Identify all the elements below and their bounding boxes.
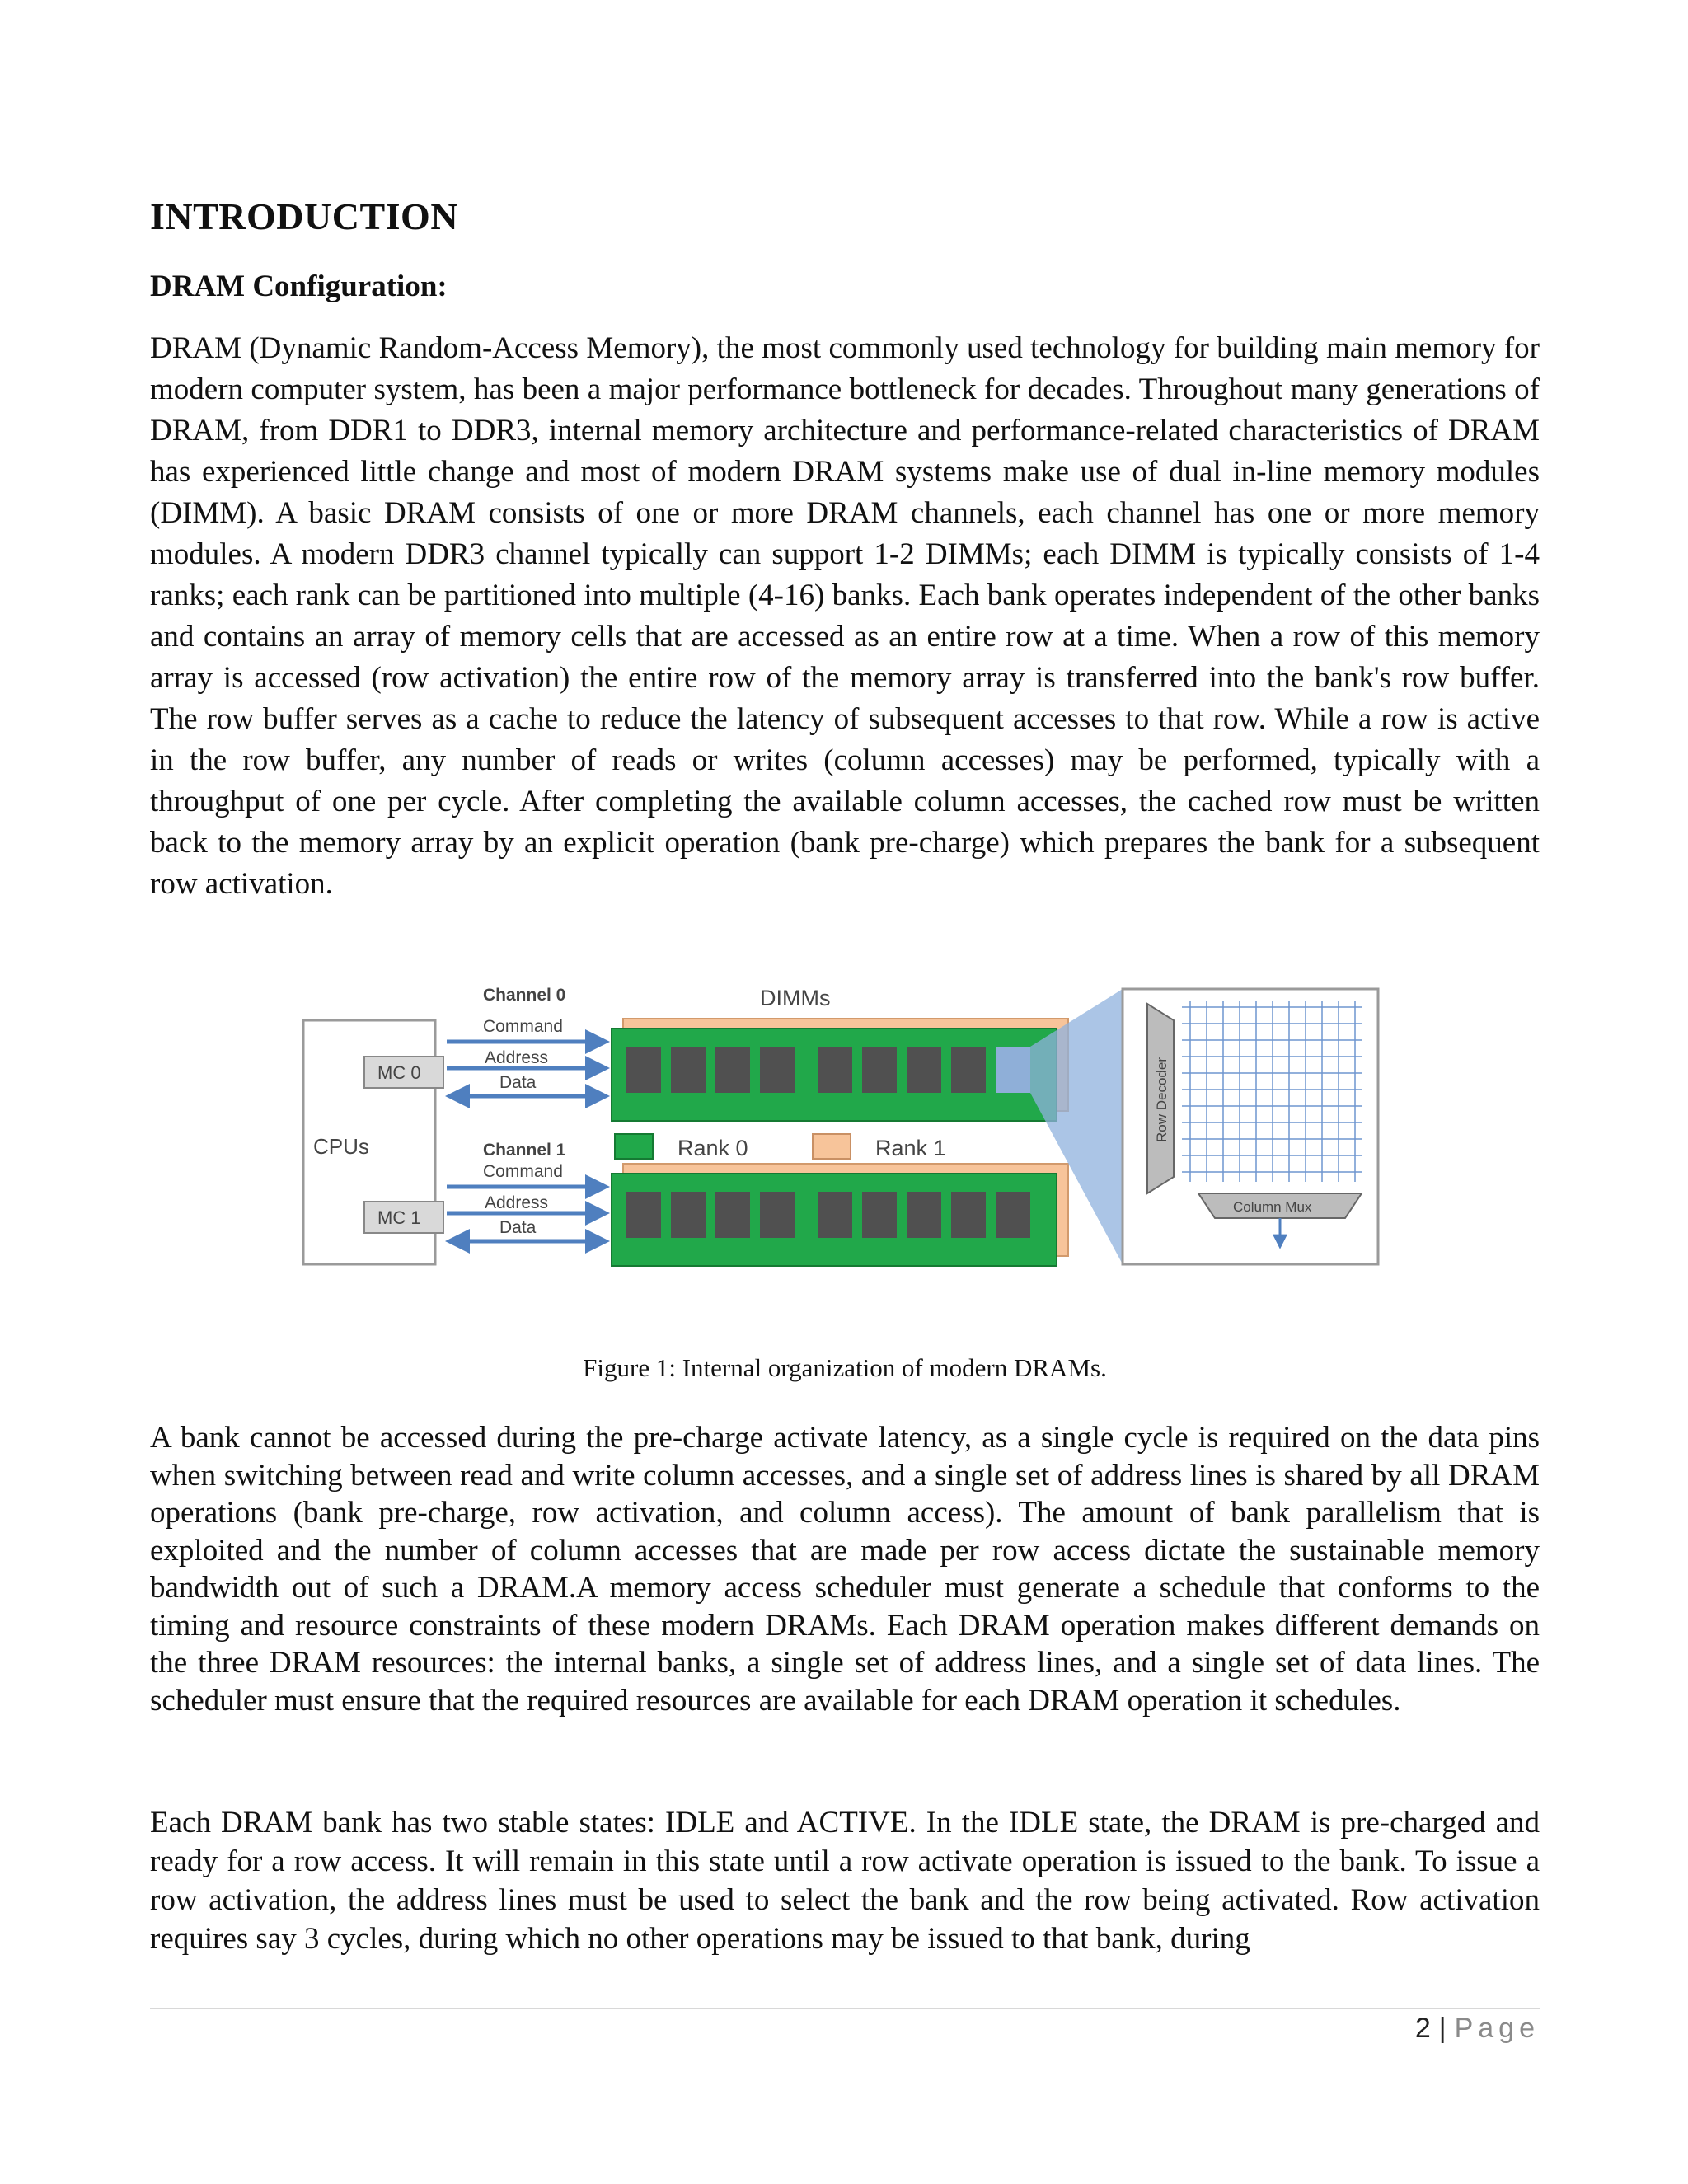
dram-organization-figure	[298, 971, 1386, 1271]
mc0-label: MC 0	[377, 1062, 421, 1083]
dram-chip	[818, 1047, 852, 1093]
dram-chip	[715, 1192, 750, 1238]
dram-chip	[996, 1192, 1030, 1238]
channel1-address-label: Address	[485, 1193, 549, 1212]
dram-chip	[671, 1192, 706, 1238]
rank1-label: Rank 1	[875, 1136, 946, 1160]
footer-separator: |	[1438, 2013, 1448, 2044]
dram-chip	[671, 1047, 706, 1093]
channel1-command-label: Command	[483, 1162, 563, 1181]
page-footer	[1415, 2013, 1540, 2045]
figure-caption: Figure 1: Internal organization of modern DRAMs.	[583, 1353, 1107, 1382]
page-word: Page	[1454, 2013, 1540, 2044]
dram-chip	[951, 1047, 986, 1093]
dram-chip	[760, 1047, 795, 1093]
subsection-heading: DRAM Configuration:	[150, 269, 448, 303]
rank1-swatch	[813, 1134, 851, 1159]
channel0-command-label: Command	[483, 1017, 563, 1036]
dram-chip	[626, 1047, 661, 1093]
rank0-label: Rank 0	[678, 1136, 748, 1160]
channel0-label: Channel 0	[483, 986, 566, 1005]
dram-chip	[951, 1192, 986, 1238]
dram-chip	[818, 1192, 852, 1238]
footer-divider	[150, 2008, 1540, 2009]
page-number: 2	[1414, 2013, 1432, 2044]
paragraph-dram-configuration: DRAM (Dynamic Random-Access Memory), the most commonly used technology for building main memory for modern computer system, has been a major performance bottleneck for decades. Throughout many generations of DRAM, from DDR1 to DDR3, internal memory architecture and performance-related characteristics of DRAM has experienced little change and most of modern DRAM systems make use of dual in-line memory modules (DIMM). A basic DRAM consists of one or more DRAM channels, each channel has one or more memory modules. A modern DDR3 channel typically can support 1-2 DIMMs; each DIMM is typically consists of 1-4 ranks; each rank can be partitioned into multiple (4-16) banks. Each bank operates independent of the other banks and contains an array of memory cells that are accessed as an entire row at a time. When a row of this memory array is accessed (row activation) the entire row of the memory array is transferred into the bank's row buffer. The row buffer serves as a cache to reduce the latency of subsequent accesses to that row. While a row is active in the row buffer, any number of reads or writes (column accesses) may be performed, typically with a throughput of one per cycle. After completing the available column accesses, the cached row must be written back to the memory array by an explicit operation (bank pre-charge) which prepares the bank for a subsequent row activation.	[150, 331, 1540, 901]
dram-chip	[862, 1192, 897, 1238]
channel0-address-label: Address	[485, 1048, 549, 1067]
dram-chip	[907, 1192, 941, 1238]
dram-chip	[715, 1047, 750, 1093]
dram-chip	[862, 1047, 897, 1093]
paragraph-bank-states: Each DRAM bank has two stable states: IDLE and ACTIVE. In the IDLE state, the DRAM is pre-charged and ready for a row access. It will remain in this state until a row activate operation is issued to the bank. To issue a row activation, the address lines must be used to select the bank and the row being activated. Row activation requires say 3 cycles, during which no other operations may be issued to that bank, during	[150, 1806, 1540, 1956]
row-decoder-label: Row Decoder	[1154, 1057, 1170, 1142]
dram-chip	[907, 1047, 941, 1093]
section-heading: INTRODUCTION	[150, 195, 459, 237]
channel1-data-label: Data	[499, 1218, 537, 1237]
dimm0-chips	[626, 1047, 1030, 1093]
column-mux-label: Column Mux	[1233, 1199, 1312, 1215]
channel1-label: Channel 1	[483, 1141, 566, 1160]
dram-chip	[626, 1192, 661, 1238]
dram-chip	[760, 1192, 795, 1238]
mc1-label: MC 1	[377, 1207, 421, 1228]
cpus-label: CPUs	[313, 1134, 369, 1159]
rank0-swatch	[615, 1134, 653, 1159]
channel0-data-label: Data	[499, 1073, 537, 1092]
dimm1-chips	[626, 1192, 1030, 1238]
dimms-label: DIMMs	[760, 986, 831, 1010]
paragraph-bank-access: A bank cannot be accessed during the pre-charge activate latency, as a single cycle is required on the data pins when switching between read and write column accesses, and a single set of address lines is shared by all DRAM operations (bank pre-charge, row activation, and column access). The amount of bank parallelism that is exploited and the number of column accesses that are made per row access dictate the sustainable memory bandwidth out of such a DRAM.A memory access scheduler must generate a schedule that conforms to the timing and resource constraints of these modern DRAMs. Each DRAM operation makes different demands on the three DRAM resources: the internal banks, a single set of address lines, and a single set of data lines. The scheduler must ensure that the required resources are available for each DRAM operation it schedules.	[150, 1421, 1540, 1718]
